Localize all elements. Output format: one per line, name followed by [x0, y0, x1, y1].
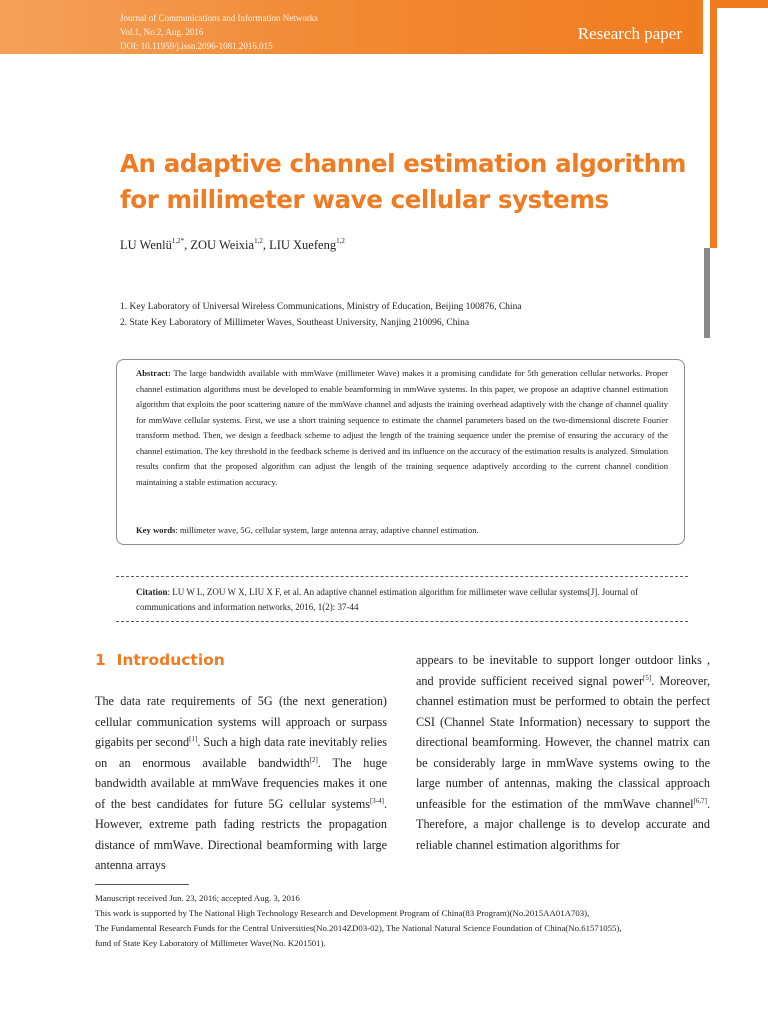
affiliation: 2. State Key Laboratory of Millimeter Waves, Southeast University, Nanjing 210096, China — [120, 318, 470, 328]
section-number: 1 — [95, 651, 106, 669]
author-affil-mark: 1,2* — [171, 237, 185, 245]
body-text: . The huge bandwidth available at mmWave frequencies makes it one of the best candidates for future 5G cellular systems — [95, 755, 387, 811]
abstract-label: Abstract: — [136, 368, 171, 378]
divider-bottom — [116, 621, 688, 622]
body-text: The data rate requirements of 5G (the next generation) cellular communication systems will approach or surpass gigabits per second — [95, 694, 387, 749]
title-line-1: An adaptive channel estimation algorithm — [120, 149, 686, 178]
paper-type-label: Research paper — [577, 24, 682, 43]
abstract — [136, 366, 668, 490]
keywords — [136, 523, 668, 537]
citation-ref[interactable]: [5] — [643, 673, 652, 682]
author-name: LIU Xuefeng — [269, 238, 337, 252]
side-accent-top — [710, 0, 768, 8]
journal-doi: DOI: 10.11959/j.issn.2096-1081.2016.015 — [120, 41, 273, 51]
section-title: Introduction — [116, 651, 225, 669]
footnote-funding: fund of State Key Laboratory of Millimeter Wave(No. K201501). — [95, 938, 326, 948]
section-heading — [95, 651, 225, 669]
author-affil-mark: 1,2 — [336, 237, 345, 245]
citation-ref[interactable]: [1] — [189, 735, 198, 743]
affiliation: 1. Key Laboratory of Universal Wireless Communications, Ministry of Education, Beijing 100876, China — [120, 302, 522, 312]
journal-info — [120, 11, 318, 53]
footnote-received: Manuscript received Jun. 23, 2016; accepted Aug. 3, 2016 — [95, 893, 300, 903]
footnote-rule — [95, 884, 189, 885]
title-line-2: for millimeter wave cellular systems — [120, 185, 609, 214]
citation-text: : LU W L, ZOU W X, LIU X F, et al. An adaptive channel estimation algorithm for millimeter wave cellular systems[J]. Journal of communications and information networks, 2016, 1(2): 37-44 — [136, 587, 639, 612]
author-affil-mark: 1,2 — [254, 237, 263, 245]
keywords-label: Key words — [136, 525, 176, 535]
divider-top — [116, 576, 688, 577]
body-column-left — [95, 691, 387, 876]
body-text: . However, extreme path fading restricts the propagation distance of mmWave. Directional beamforming with large antenna arrays — [95, 796, 387, 872]
author-name: ZOU Weixia — [190, 238, 255, 252]
author-list: LU Wenlü$^{1,2*}$, ZOU Weixia$^{1,2}$, LIU Xuefeng$^{1,2}$ — [120, 237, 345, 252]
footnote-funding: The Fundamental Research Funds for the Central Universities(No.2014ZD03-02), The National Natural Science Foundation of China(No.61571055), — [95, 923, 622, 933]
body-text: . Such a high data rate inevitably relies on an enormous available bandwidth — [95, 735, 387, 770]
citation-ref[interactable]: [6,7] — [693, 796, 707, 805]
citation-ref[interactable]: [2] — [309, 755, 318, 764]
body-column-right — [416, 650, 710, 855]
affiliations — [120, 299, 522, 331]
author-name: LU Wenlü — [120, 238, 172, 252]
footnotes — [95, 891, 735, 951]
citation-label: Citation — [136, 587, 168, 597]
keywords-list: : millimeter wave, 5G, cellular system, large antenna array, adaptive channel estimation. — [175, 525, 479, 535]
footnote-funding: This work is supported by The National High Technology Research and Development Program of China(83 Program)(No.2015AA01A703), — [95, 908, 590, 918]
side-gray-bar — [704, 248, 710, 338]
body-text: . Therefore, a major challenge is to develop accurate and reliable channel estimation algorithms for — [416, 796, 710, 852]
body-text: appears to be inevitable to support longer outdoor links , and provide sufficient received signal power — [416, 653, 710, 688]
journal-volume: Vol.1, No.2, Aug. 2016 — [120, 27, 204, 37]
citation-ref[interactable]: [3-4] — [369, 796, 384, 805]
body-text: . Moreover, channel estimation must be performed to obtain the perfect CSI (Channel State Information) necessary to support the directional beamforming. However, the channel matrix can be considerably large in mmWave systems owing to the large number of antennas, making the classical approach unfeasible for the estimation of the mmWave channel — [416, 673, 710, 811]
abstract-body: The large bandwidth available with mmWave (millimeter Wave) makes it a promising candidate for 5th generation cellular networks. Proper channel estimation algorithms must be developed to enable beamforming in mmWave systems. In this paper, we propose an adaptive channel estimation algorithm that exploits the poor scattering nature of the mmWave channel and adjusts the training overhead adaptively with the change of channel quality for mmWave cellular systems. First, we use a short training sequence to estimate the channel parameters based on the two-dimensional discrete Fourier transform method. Then, we design a feedback scheme to adjust the length of the training sequence under the premise of ensuring the accuracy of the channel estimation. The key threshold in the feedback scheme is derived and its influence on the accuracy of the estimation results is analyzed. Simulation results confirm that the proposed algorithm can adjust the length of the training sequence adaptively according to the current channel condition maintaining a stable estimation accuracy. — [136, 368, 668, 487]
paper-title — [120, 146, 720, 218]
citation — [136, 585, 686, 615]
journal-name: Journal of Communications and Information Networks — [120, 13, 318, 23]
